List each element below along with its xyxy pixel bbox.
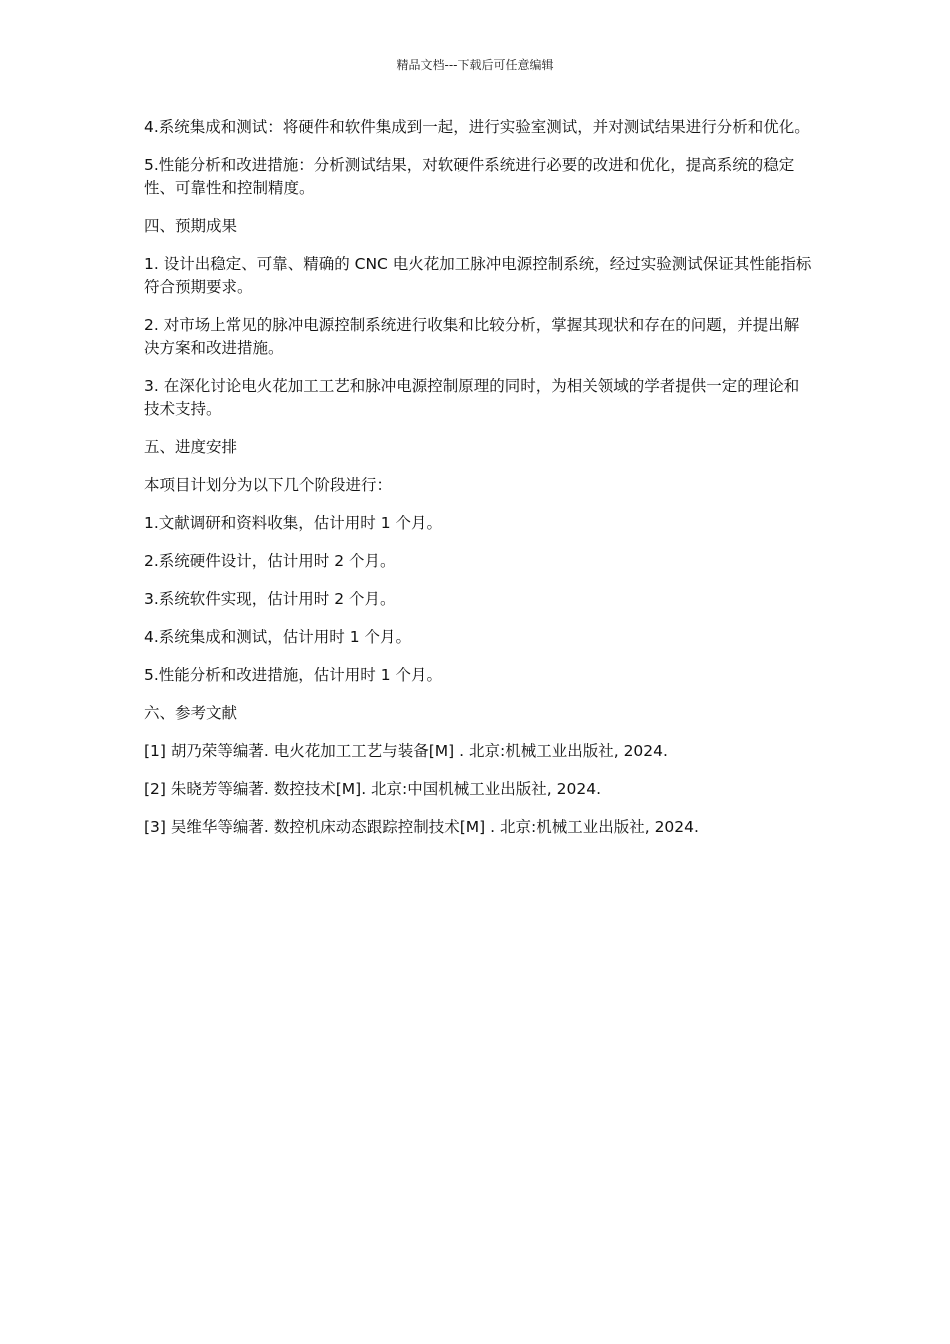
reference-item-2: [2] 朱晓芳等编著. 数控技术[M]. 北京:中国机械工业出版社, 2024. bbox=[144, 780, 602, 798]
schedule-item-3: 3.系统软件实现，估计用时 2 个月。 bbox=[144, 590, 396, 608]
document-body bbox=[144, 116, 812, 854]
section-heading-references: 六、参考文献 bbox=[144, 704, 238, 722]
page-header: 精品文档---下载后可任意编辑 bbox=[396, 58, 554, 72]
schedule-item-4: 4.系统集成和测试，估计用时 1 个月。 bbox=[144, 628, 412, 646]
paragraph-system-integration: 4.系统集成和测试：将硬件和软件集成到一起，进行实验室测试，并对测试结果进行分析和优化。 bbox=[144, 118, 810, 136]
paragraph-schedule-intro: 本项目计划分为以下几个阶段进行： bbox=[144, 476, 393, 494]
reference-item-3: [3] 吴维华等编著. 数控机床动态跟踪控制技术[M] . 北京:机械工业出版社, 2024. bbox=[144, 818, 699, 836]
schedule-item-1: 1.文献调研和资料收集，估计用时 1 个月。 bbox=[144, 514, 443, 532]
paragraph-result-3: 3. 在深化讨论电火花加工工艺和脉冲电源控制原理的同时，为相关领域的学者提供一定的理论和技术支持。 bbox=[144, 377, 800, 418]
reference-item-1: [1] 胡乃荣等编著. 电火花加工工艺与装备[M] . 北京:机械工业出版社, 2024. bbox=[144, 742, 668, 760]
paragraph-performance-analysis: 5.性能分析和改进措施：分析测试结果，对软硬件系统进行必要的改进和优化，提高系统的稳定性、可靠性和控制精度。 bbox=[144, 156, 795, 197]
paragraph-result-1: 1. 设计出稳定、可靠、精确的 CNC 电火花加工脉冲电源控制系统，经过实验测试保证其性能指标符合预期要求。 bbox=[144, 255, 812, 296]
paragraph-result-2: 2. 对市场上常见的脉冲电源控制系统进行收集和比较分析，掌握其现状和存在的问题，并提出解决方案和改进措施。 bbox=[144, 316, 800, 357]
section-heading-schedule: 五、进度安排 bbox=[144, 438, 238, 456]
section-heading-expected-results: 四、预期成果 bbox=[144, 217, 238, 235]
schedule-item-5: 5.性能分析和改进措施，估计用时 1 个月。 bbox=[144, 666, 443, 684]
schedule-item-2: 2.系统硬件设计，估计用时 2 个月。 bbox=[144, 552, 396, 570]
